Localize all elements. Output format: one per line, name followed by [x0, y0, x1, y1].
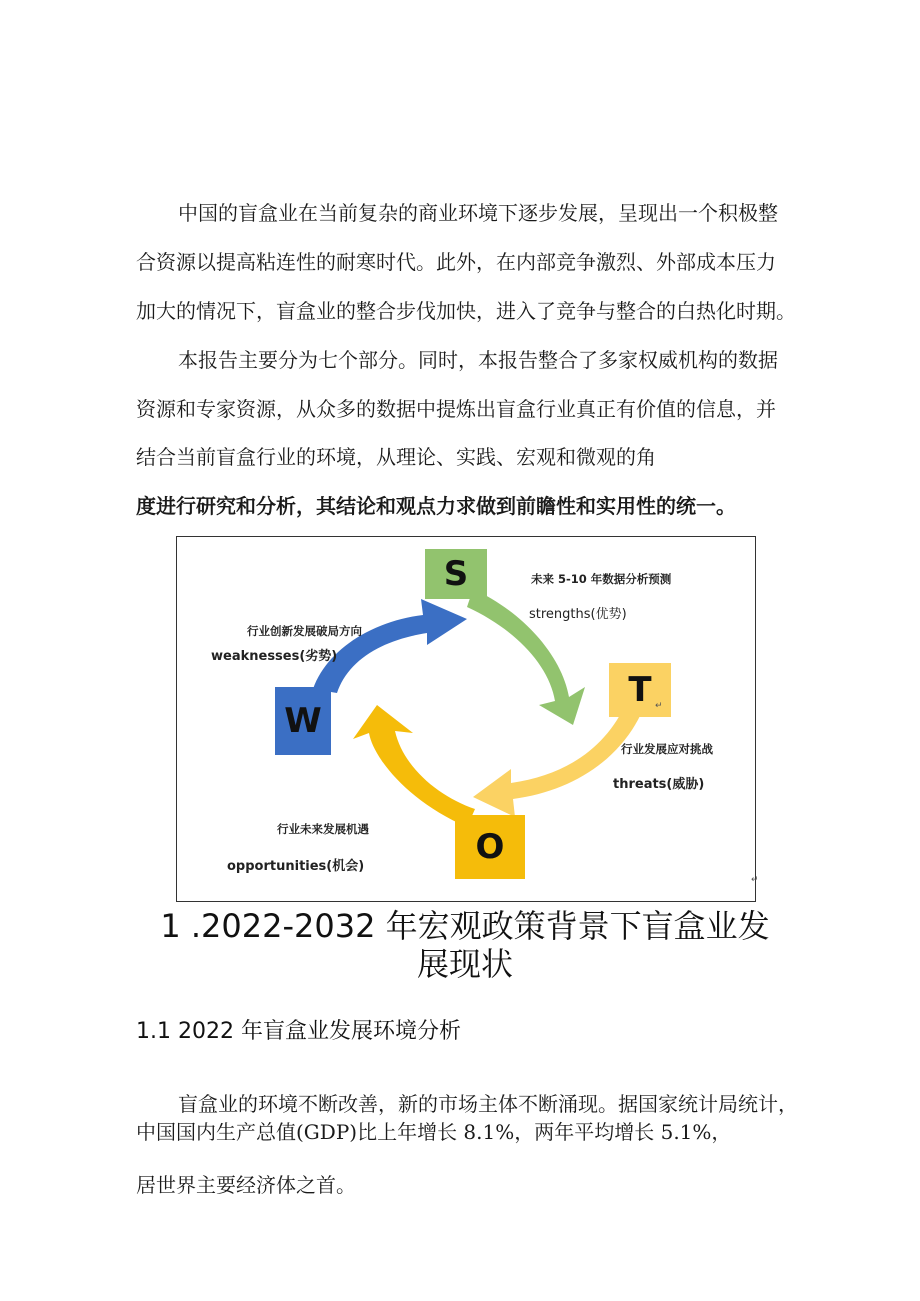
threats-description: 行业发展应对挑战	[621, 742, 713, 756]
strengths-description: 未来 5-10 年数据分析预测	[531, 572, 672, 586]
opportunities-description: 行业未来发展机遇	[277, 822, 369, 836]
strengths-box: S	[425, 549, 487, 599]
subsection-heading: 1.1 2022 年盲盒业发展环境分析	[136, 1019, 461, 1044]
body-line: 中国国内生产总值(GDP)比上年增长 8.1%，两年平均增长 5.1%，	[136, 1120, 732, 1144]
section-heading-line: 1 .2022-2032 年宏观政策背景下盲盒业发	[160, 907, 770, 945]
threats-box: T	[609, 663, 671, 717]
opportunities-arrow	[353, 705, 475, 827]
body-line: 居世界主要经济体之首。	[136, 1173, 356, 1197]
intro-line: 结合当前盲盒行业的环境，从理论、实践、宏观和微观的角	[136, 445, 656, 469]
return-mark: ↵	[751, 875, 759, 885]
weaknesses-label: weaknesses(劣势)	[211, 649, 338, 664]
return-mark: ↵	[655, 701, 663, 711]
threats-arrow	[473, 701, 645, 817]
intro-line: 本报告主要分为七个部分。同时，本报告整合了多家权威机构的数据	[178, 348, 778, 372]
opportunities-label: opportunities(机会)	[227, 859, 365, 874]
threats-label: threats(威胁)	[613, 777, 705, 792]
section-heading-line: 展现状	[416, 945, 513, 983]
swot-diagram	[176, 536, 759, 902]
weaknesses-box: W	[275, 687, 331, 755]
intro-line: 合资源以提高粘连性的耐寒时代。此外，在内部竞争激烈、外部成本压力	[136, 250, 776, 274]
body-line: 盲盒业的环境不断改善，新的市场主体不断涌现。据国家统计局统计，	[178, 1092, 798, 1116]
intro-line: 加大的情况下，盲盒业的整合步伐加快，进入了竞争与整合的白热化时期。	[136, 299, 796, 323]
section-heading	[120, 907, 810, 983]
intro-line: 度进行研究和分析，其结论和观点力求做到前瞻性和实用性的统一。	[136, 494, 736, 518]
intro-line: 中国的盲盒业在当前复杂的商业环境下逐步发展，呈现出一个积极整	[178, 201, 778, 225]
weaknesses-description: 行业创新发展破局方向	[247, 624, 362, 638]
strengths-label: strengths(优势)	[529, 607, 627, 622]
opportunities-box: O	[455, 815, 525, 879]
intro-line: 资源和专家资源，从众多的数据中提炼出盲盒行业真正有价值的信息，并	[136, 397, 776, 421]
